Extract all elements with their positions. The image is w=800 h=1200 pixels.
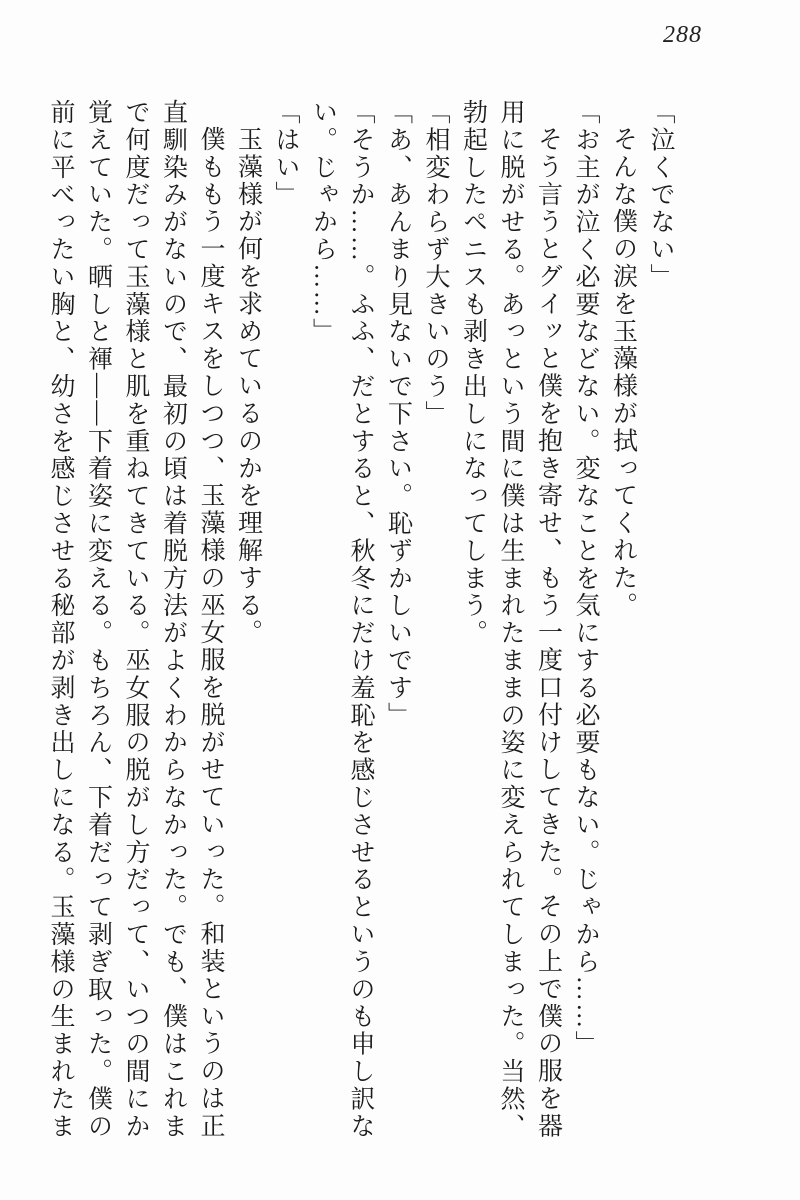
vertical-text-block — [42, 99, 680, 1143]
text-line: 勃起したペニスも剥き出しになってしまう。 — [459, 99, 487, 647]
text-line: い。じゃから……」 — [309, 99, 337, 346]
text-line: そんな僕の涙を玉藻様が拭ってくれた。 — [609, 126, 637, 620]
text-line: で何度だって玉藻様と肌を重ねてきている。巫女服の脱がし方だって、いつの間にか — [122, 99, 149, 1141]
text-line: 直馴染みがないので、最初の頃は着脱方法がよくわからなかった。でも、僕はこれま — [159, 99, 187, 1141]
text-line: 「お主が泣く必要などない。変なことを気にする必要もない。じゃから……」 — [572, 99, 599, 1058]
text-line: 「はい」 — [272, 99, 299, 209]
text-line: 玉藻様が何を求めているのかを理解する。 — [234, 126, 262, 647]
text-line: 前に平べったい胸と、幼さを感じさせる秘部が剥き出しになる。玉藻様の生まれたま — [47, 99, 74, 1141]
page-number: 288 — [663, 22, 702, 48]
text-line: 「あ、あんまり見ないで下さい。恥ずかしいです」 — [384, 99, 412, 730]
text-line: 覚えていた。晒しと褌――下着姿に変える。もちろん、下着だって剥ぎ取った。僕の — [84, 99, 112, 1141]
text-line: 「相変わらず大きいのう」 — [422, 99, 449, 428]
text-line: 僕ももう一度キスをしつつ、玉藻様の巫女服を脱がせていった。和装というのは正 — [197, 126, 224, 1141]
text-line: 「そうか……。ふふ、だとすると、秋冬にだけ羞恥を感じさせるというのも申し訳な — [347, 99, 374, 1141]
text-line: 「泣くでない」 — [647, 99, 674, 291]
text-line: そう言うとグイッと僕を抱き寄せ、もう一度口付けしてきた。その上で僕の服を器 — [534, 126, 562, 1141]
text-line: 用に脱がせる。あっという間に僕は生まれたままの姿に変えられてしまった。当然、 — [497, 99, 524, 1141]
